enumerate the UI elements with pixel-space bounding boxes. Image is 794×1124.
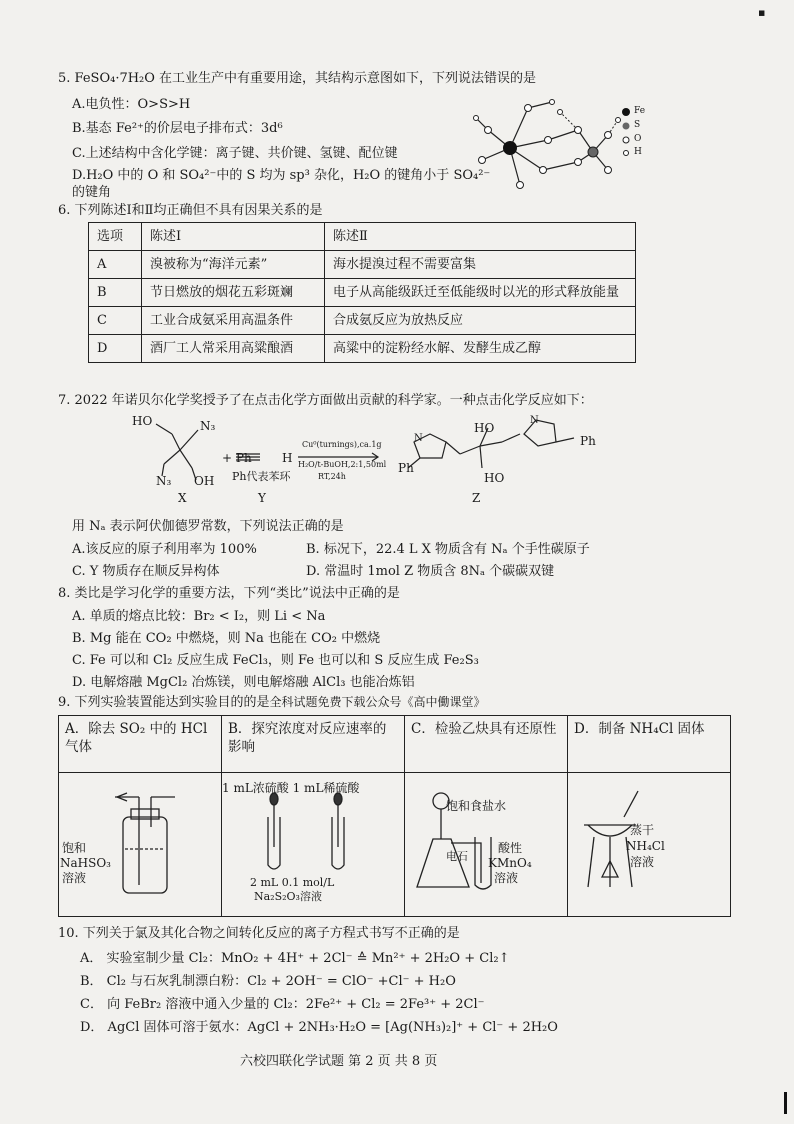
- a-label-2: NaHSO₃: [60, 856, 111, 870]
- q9-cell-b-title: B．探究浓度对反应速率的影响: [222, 716, 405, 773]
- b-label-top: 1 mL浓硫酸 1 mL稀硫酸: [222, 781, 360, 795]
- q9-cell-d-title: D．制备 NH₄Cl 固体: [568, 716, 731, 773]
- table-cell: A: [89, 251, 142, 279]
- table-cell: 工业合成氨采用高温条件: [142, 307, 325, 335]
- table-cell: D: [89, 335, 142, 363]
- b-label-bottom-2: Na₂S₂O₃溶液: [254, 890, 322, 903]
- table-header-cell: 陈述Ⅱ: [325, 223, 636, 251]
- y-note: Ph代表苯环: [232, 470, 291, 483]
- q9-cell-c-title: C．检验乙炔具有还原性: [405, 716, 568, 773]
- q5-option-d-cont: 的键角: [72, 185, 112, 200]
- table-header-cell: 选项: [89, 223, 142, 251]
- page-footer: 六校四联化学试题 第 2 页 共 8 页: [240, 1054, 438, 1069]
- q8-stem: 8. 类比是学习化学的重要方法，下列“类比”说法中正确的是: [58, 586, 400, 601]
- q5-option-b: B.基态 Fe²⁺的价层电子排布式：3d⁶: [72, 121, 283, 136]
- table-cell: 溴被称为“海洋元素”: [142, 251, 325, 279]
- q10-option-a: A． 实验室制少量 Cl₂：MnO₂ + 4H⁺ + 2Cl⁻ ≙ Mn²⁺ + 2H₂O + Cl₂↑: [80, 951, 510, 966]
- z-ph-left: Ph: [398, 461, 414, 475]
- c-label-r3: 溶液: [494, 871, 519, 885]
- q8-option-b: B. Mg 能在 CO₂ 中燃烧，则 Na 也能在 CO₂ 中燃烧: [72, 631, 381, 646]
- z-ring-n-left: N: [414, 433, 423, 444]
- y-h: H: [282, 451, 293, 465]
- edge-mark: [784, 1092, 787, 1114]
- q7-stem: 7. 2022 年诺贝尔化学奖授予了在点击化学方面做出贡献的科学家。一种点击化学反应如下：: [58, 393, 593, 408]
- table-header-row: [89, 223, 636, 251]
- y-plus-ph: + Ph: [222, 451, 252, 465]
- q6-stem: 6. 下列陈述Ⅰ和Ⅱ均正确但不具有因果关系的是: [58, 203, 323, 218]
- table-header-cell: 陈述Ⅰ: [142, 223, 325, 251]
- q10-stem: 10. 下列关于氯及其化合物之间转化反应的离子方程式书写不正确的是: [58, 926, 460, 941]
- q9-table: [58, 715, 731, 917]
- q9-cell-a-title: A．除去 SO₂ 中的 HCl 气体: [59, 716, 222, 773]
- label-z: Z: [472, 491, 481, 505]
- q7-option-b: B. 标况下，22.4 L X 物质含有 Nₐ 个手性碳原子: [306, 542, 590, 557]
- cond-2: H₂O/t-BuOH,2:1,50ml: [298, 460, 387, 469]
- q7-option-a: A.该反应的原子利用率为 100%: [72, 542, 257, 557]
- x-n3-top: N₃: [200, 419, 216, 433]
- table-cell: 海水提溴过程不需要富集: [325, 251, 636, 279]
- q5-option-d: D.H₂O 中的 O 和 SO₄²⁻中的 S 均为 sp³ 杂化，H₂O 的键角小于 SO₄²⁻: [72, 168, 491, 183]
- q7-option-d: D. 常温时 1mol Z 物质含 8Nₐ 个碳碳双键: [306, 564, 555, 579]
- q9-stem-text: 9. 下列实验装置能达到实验目的的是: [58, 695, 270, 710]
- x-oh: OH: [194, 474, 215, 488]
- table-cell: 节日燃放的烟花五彩斑斓: [142, 279, 325, 307]
- table-cell: B: [89, 279, 142, 307]
- table-cell: 合成氨反应为放热反应: [325, 307, 636, 335]
- x-n3-bottom: N₃: [156, 474, 172, 488]
- legend-h: H: [634, 147, 642, 157]
- table-row: [59, 716, 731, 773]
- cond-3: RT,24h: [318, 472, 346, 481]
- c-label-r2: KMnO₄: [488, 856, 532, 870]
- table-cell: 酒厂工人常采用高粱酿酒: [142, 335, 325, 363]
- legend-s: S: [634, 120, 641, 130]
- gas-washing-bottle-icon: [65, 777, 215, 907]
- q7-option-c: C. Y 物质存在顺反异构体: [72, 564, 220, 579]
- d-label-2: NH₄Cl: [626, 839, 665, 853]
- c-label-mid: 电石: [446, 850, 468, 863]
- q9-stem: [58, 694, 486, 712]
- table-cell: C: [89, 307, 142, 335]
- b-label-bottom-1: 2 mL 0.1 mol/L: [250, 876, 335, 889]
- table-cell: 高粱中的淀粉经水解、发酵生成乙醇: [325, 335, 636, 363]
- table-row: [89, 335, 636, 363]
- table-row: [89, 251, 636, 279]
- z-ph-right: Ph: [580, 434, 596, 448]
- z-ho-top: HO: [474, 421, 495, 435]
- label-y: Y: [258, 491, 266, 505]
- q10-option-d: D． AgCl 固体可溶于氨水：AgCl + 2NH₃·H₂O = [Ag(NH₃)₂]⁺ + Cl⁻ + 2H₂O: [80, 1020, 558, 1035]
- table-row: [89, 279, 636, 307]
- z-ring-n-right: N: [530, 415, 539, 426]
- q10-option-b: B． Cl₂ 与石灰乳制漂白粉：Cl₂ + 2OH⁻ = ClO⁻ +Cl⁻ + H₂O: [80, 974, 456, 989]
- q5-stem: 5. FeSO₄·7H₂O 在工业生产中有重要用途，其结构示意图如下，下列说法错误的是: [58, 71, 537, 86]
- corner-mark: ▪: [758, 6, 766, 19]
- z-ho-bottom: HO: [484, 471, 505, 485]
- q9-apparatus-c: [405, 773, 568, 917]
- a-label-1: 饱和: [62, 841, 87, 855]
- q5-option-a: A.电负性：O>S>H: [72, 97, 191, 112]
- q6-table: [88, 222, 636, 363]
- c-label-r1: 酸性: [498, 841, 523, 855]
- q7-sub: 用 Nₐ 表示阿伏伽德罗常数，下列说法正确的是: [72, 519, 344, 534]
- label-x: X: [178, 491, 187, 505]
- d-label-3: 溶液: [630, 855, 655, 869]
- d-label-1: 蒸干: [630, 823, 655, 837]
- q8-option-a: A. 单质的熔点比较：Br₂ < I₂，则 Li < Na: [72, 609, 326, 624]
- q10-option-c: C． 向 FeBr₂ 溶液中通入少量的 Cl₂：2Fe²⁺ + Cl₂ = 2Fe³⁺ + 2Cl⁻: [80, 997, 485, 1012]
- q8-option-c: C. Fe 可以和 Cl₂ 反应生成 FeCl₃，则 Fe 也可以和 S 反应生成 Fe₂S₃: [72, 653, 479, 668]
- table-cell: 电子从高能级跃迁至低能级时以光的形式释放能量: [325, 279, 636, 307]
- a-label-3: 溶液: [62, 871, 87, 885]
- x-ho: HO: [132, 414, 153, 428]
- table-row: [89, 307, 636, 335]
- q8-option-d: D. 电解熔融 MgCl₂ 冶炼镁，则电解熔融 AlCl₃ 也能冶炼铝: [72, 675, 415, 690]
- q5-option-c: C.上述结构中含化学键：离子键、共价键、氢键、配位键: [72, 146, 398, 161]
- cond-1: Cu⁰(turnings),ca.1g: [302, 440, 382, 449]
- c-label-top: 饱和食盐水: [446, 799, 507, 813]
- legend-fe: Fe: [634, 106, 646, 116]
- legend-o: O: [634, 134, 642, 144]
- flask-apparatus-icon: [411, 777, 561, 907]
- watermark-text: 全科试题免费下载公众号《高中働课堂》: [269, 695, 486, 709]
